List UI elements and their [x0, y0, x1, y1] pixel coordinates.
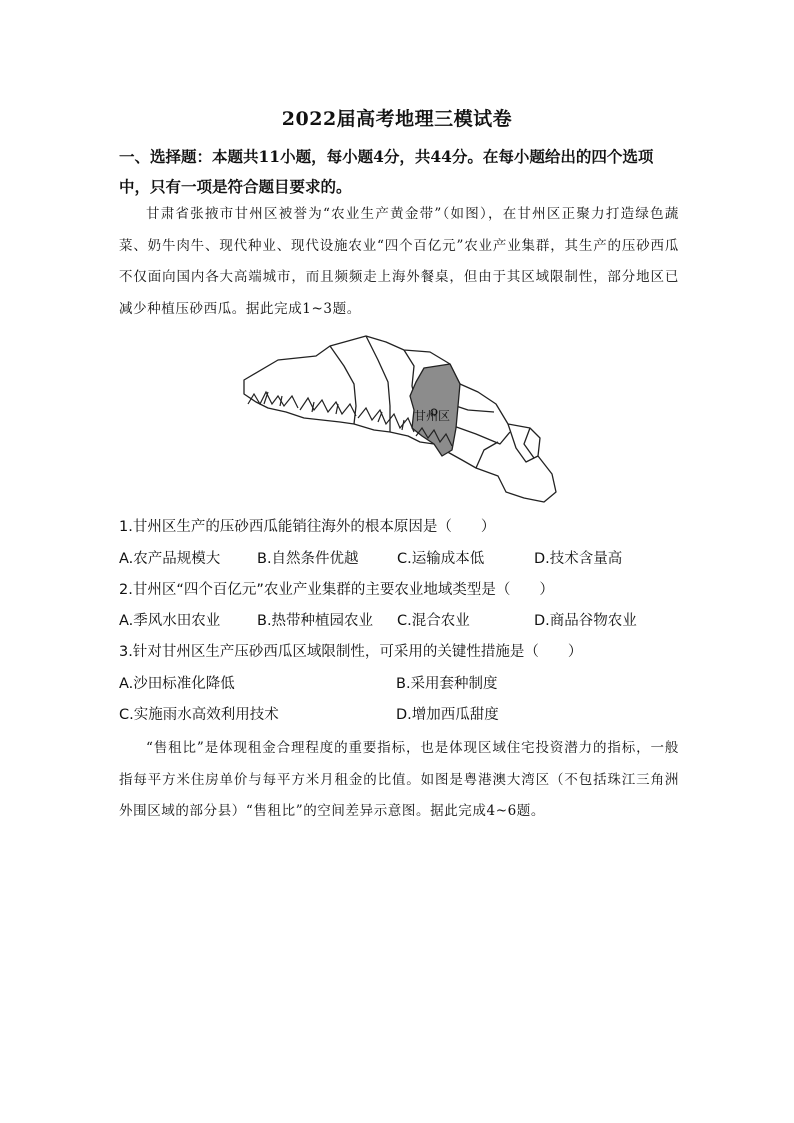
question-1-stem: 1.甘州区生产的压砂西瓜能销往海外的根本原因是（ ） [119, 519, 496, 535]
passage-ganzhou: 甘肃省张掖市甘州区被誉为“农业生产黄金带”（如图），在甘州区正聚力打造绿色蔬菜、奶牛肉牛、现代种业、现代设施农业“四个百亿元”农业产业集群，其生产的压砂西瓜不仅面向国内各大高端城市，而且频频走上海外餐桌，但由于其区域限制性，部分地区已减少种植压砂西瓜。据此完成1~3题。 [119, 206, 679, 317]
q3-option-d: D.增加西瓜甜度 [396, 707, 499, 723]
question-3-stem: 3.针对甘州区生产压砂西瓜区域限制性，可采用的关键性措施是（ ） [119, 644, 583, 660]
q3-option-c: C.实施雨水高效利用技术 [119, 707, 279, 723]
question-3-options-row2 [119, 704, 679, 726]
province-outline [244, 336, 556, 502]
q2-option-c: C.混合农业 [397, 613, 470, 629]
q3-option-a: A.沙田标准化降低 [119, 676, 235, 692]
ganzhou-map-label: 甘州区 [414, 409, 451, 423]
question-1-options [119, 548, 679, 570]
passage-rent-ratio: “售租比”是体现租金合理程度的重要指标，也是体现区域住宅投资潜力的指标，一般指每平方米住房单价与每平方米月租金的比值。如图是粤港澳大湾区（不包括珠江三角洲外围区域的部分县）“售租比”的空间差异示意图。据此完成4~6题。 [119, 740, 679, 819]
q1-option-b: B.自然条件优越 [257, 551, 359, 567]
q1-option-a: A.农产品规模大 [119, 551, 221, 567]
q2-option-a: A.季风水田农业 [119, 613, 221, 629]
section-header: 一、选择题：本题共11小题，每小题4分，共44分。在每小题给出的四个选项中，只有一项是符合题目要求的。 [119, 147, 654, 196]
q1-option-d: D.技术含量高 [534, 551, 623, 567]
question-2-stem: 2.甘州区“四个百亿元”农业产业集群的主要农业地域类型是（ ） [119, 582, 554, 598]
q3-option-b: B.采用套种制度 [396, 676, 498, 692]
question-3-options-row1 [119, 673, 679, 695]
q2-option-b: B.热带种植园农业 [257, 613, 374, 629]
ganzhou-map-figure [238, 332, 558, 504]
question-2-options [119, 610, 679, 632]
page-title: 2022届高考地理三模试卷 [281, 108, 513, 130]
q2-option-d: D.商品谷物农业 [534, 613, 637, 629]
q1-option-c: C.运输成本低 [397, 551, 485, 567]
